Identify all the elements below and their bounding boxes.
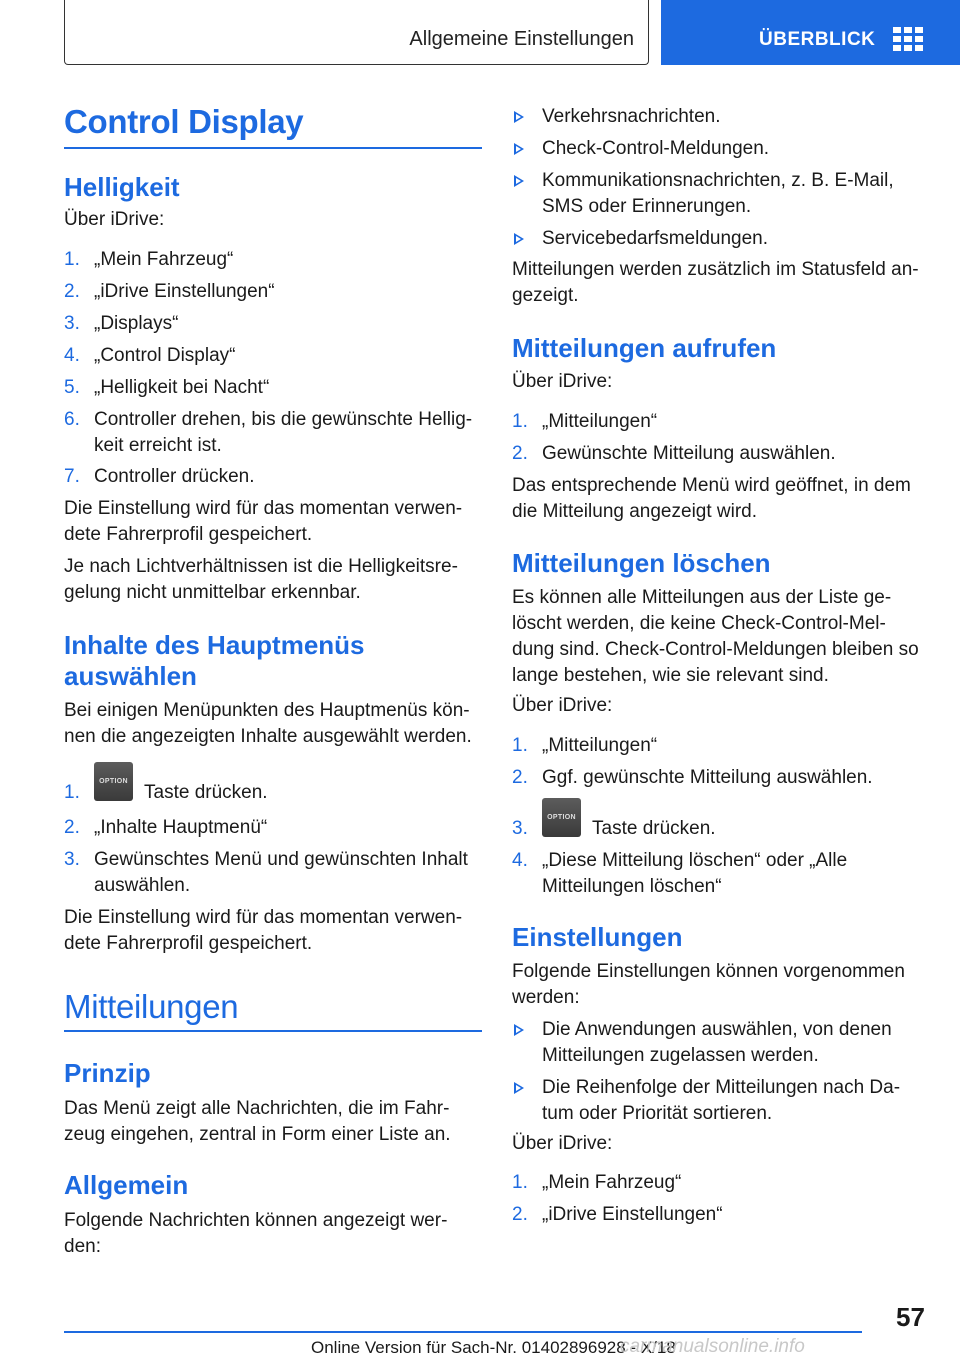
step-text: Gewünschte Mitteilung auswählen. xyxy=(542,443,836,464)
step-number: 3. xyxy=(64,849,80,870)
header-section-tab xyxy=(64,0,649,65)
step-text: „Mein Fahrzeug“ xyxy=(94,249,234,270)
paragraph-loeschen: lange bestehen, wie sie relevant sind. xyxy=(512,665,829,686)
bullet-triangle-icon xyxy=(514,1082,524,1094)
paragraph-menue: Bei einigen Menüpunkten des Hauptmenüs kön- xyxy=(64,700,470,721)
step-text: „iDrive Einstellungen“ xyxy=(542,1204,723,1225)
bullet-text: Die Anwendungen auswählen, von denen xyxy=(542,1019,892,1040)
paragraph-menue: nen die angezeigten Inhalte ausgewählt werden. xyxy=(64,726,472,747)
heading-rule xyxy=(64,1030,482,1032)
overview-label: ÜBERBLICK xyxy=(759,29,876,50)
step-text: „iDrive Einstellungen“ xyxy=(94,281,275,302)
page-number: 57 xyxy=(896,1302,925,1332)
heading-inhalte: auswählen xyxy=(64,661,197,691)
step-number: 6. xyxy=(64,409,80,430)
heading-rule xyxy=(64,147,482,149)
paragraph-ueber-idrive: Über iDrive: xyxy=(512,1133,613,1154)
step-text: Controller drücken. xyxy=(94,466,255,487)
step-text: „Mitteilungen“ xyxy=(542,735,658,756)
step-number: 4. xyxy=(64,345,80,366)
step-text: auswählen. xyxy=(94,875,191,896)
heading-aufrufen: Mitteilungen aufrufen xyxy=(512,333,777,363)
overview-button[interactable] xyxy=(661,0,960,65)
heading-einstellungen: Einstellungen xyxy=(512,922,683,952)
bullet-triangle-icon xyxy=(514,111,524,123)
bullet-text: Check-Control-Meldungen. xyxy=(542,138,770,159)
step-number: 2. xyxy=(512,767,528,788)
heading-inhalte: Inhalte des Hauptmenüs xyxy=(64,630,365,660)
step-number: 2. xyxy=(512,1204,528,1225)
heading-control-display: Control Display xyxy=(64,103,304,140)
paragraph-statusfeld: Mitteilungen werden zusätzlich im Statusfeld an- xyxy=(512,259,919,280)
step-text: Gewünschtes Menü und gewünschten Inhalt xyxy=(94,849,468,870)
heading-allgemein: Allgemein xyxy=(64,1170,189,1200)
step-number: 4. xyxy=(512,850,528,871)
paragraph-loeschen: löscht werden, die keine Check-Control-Mel- xyxy=(512,613,886,634)
bullet-triangle-icon xyxy=(514,1024,524,1036)
bullet-text: Die Reihenfolge der Mitteilungen nach Da- xyxy=(542,1077,901,1098)
option-button-icon: OPTION xyxy=(94,762,133,801)
step-text: „Displays“ xyxy=(94,313,179,334)
paragraph-einstellung: Die Einstellung wird für das momentan verwen- xyxy=(64,498,463,519)
bullet-text: tum oder Priorität sortieren. xyxy=(542,1103,773,1124)
step-number: 5. xyxy=(64,377,80,398)
paragraph-einstellungen: werden: xyxy=(512,987,580,1008)
paragraph-licht: Je nach Lichtverhältnissen ist die Helligkeitsre- xyxy=(64,556,458,577)
step-number: 1. xyxy=(512,1172,528,1193)
step-text: „Helligkeit bei Nacht“ xyxy=(94,377,270,398)
paragraph-allgemein: den: xyxy=(64,1236,101,1257)
heading-loeschen: Mitteilungen löschen xyxy=(512,548,771,578)
heading-mitteilungen: Mitteilungen xyxy=(64,988,239,1025)
heading-helligkeit: Helligkeit xyxy=(64,172,180,202)
paragraph-licht: gelung nicht unmittelbar erkennbar. xyxy=(64,582,361,603)
step-number: 3. xyxy=(512,818,528,839)
watermark: carmanualsonline.info xyxy=(620,1336,805,1357)
step-number: 1. xyxy=(64,782,80,803)
paragraph-loeschen: dung sind. Check-Control-Meldungen bleiben so xyxy=(512,639,919,660)
paragraph-einstellung: Die Einstellung wird für das momentan verwen- xyxy=(64,907,463,928)
step-number: 1. xyxy=(512,411,528,432)
step-text: Taste drücken. xyxy=(144,782,268,803)
paragraph-allgemein: Folgende Nachrichten können angezeigt wer- xyxy=(64,1210,448,1231)
step-number: 1. xyxy=(512,735,528,756)
paragraph-prinzip: Das Menü zeigt alle Nachrichten, die im Fahr- xyxy=(64,1098,450,1119)
step-number: 2. xyxy=(512,443,528,464)
paragraph-geoeffnet: die Mitteilung angezeigt wird. xyxy=(512,501,758,522)
grid-icon xyxy=(893,27,923,53)
step-text: „Mein Fahrzeug“ xyxy=(542,1172,682,1193)
step-text: Mitteilungen löschen“ xyxy=(542,876,722,897)
bullet-text: Servicebedarfsmeldungen. xyxy=(542,228,769,249)
bullet-text: Mitteilungen zugelassen werden. xyxy=(542,1045,819,1066)
footer-online-version: Online Version für Sach-Nr. 01402896928 - X/18 xyxy=(311,1338,676,1357)
heading-prinzip: Prinzip xyxy=(64,1058,151,1088)
step-text: „Mitteilungen“ xyxy=(542,411,658,432)
paragraph-ueber-idrive: Über iDrive: xyxy=(64,209,165,230)
bullet-triangle-icon xyxy=(514,233,524,245)
step-text: Controller drehen, bis die gewünschte Hellig- xyxy=(94,409,473,430)
header-section-title: Allgemeine Einstellungen xyxy=(409,28,634,50)
step-text: Taste drücken. xyxy=(592,818,716,839)
bullet-triangle-icon xyxy=(514,175,524,187)
paragraph-ueber-idrive: Über iDrive: xyxy=(512,695,613,716)
option-button-icon: OPTION xyxy=(542,798,581,837)
step-number: 2. xyxy=(64,281,80,302)
step-text: keit erreicht ist. xyxy=(94,435,222,456)
paragraph-ueber-idrive: Über iDrive: xyxy=(512,371,613,392)
step-text: „Diese Mitteilung löschen“ oder „Alle xyxy=(542,850,848,871)
step-number: 2. xyxy=(64,817,80,838)
paragraph-statusfeld: gezeigt. xyxy=(512,285,579,306)
step-number: 7. xyxy=(64,466,80,487)
paragraph-prinzip: zeug eingehen, zentral in Form einer Liste an. xyxy=(64,1124,451,1145)
paragraph-einstellungen: Folgende Einstellungen können vorgenommen xyxy=(512,961,905,982)
paragraph-loeschen: Es können alle Mitteilungen aus der Liste ge- xyxy=(512,587,892,608)
bullet-text: Verkehrsnachrichten. xyxy=(542,106,721,127)
footer-rule xyxy=(64,1331,862,1333)
step-text: „Control Display“ xyxy=(94,345,236,366)
paragraph-geoeffnet: Das entsprechende Menü wird geöffnet, in dem xyxy=(512,475,911,496)
paragraph-einstellung: dete Fahrerprofil gespeichert. xyxy=(64,524,313,545)
paragraph-einstellung: dete Fahrerprofil gespeichert. xyxy=(64,933,313,954)
bullet-text: SMS oder Erinnerungen. xyxy=(542,196,752,217)
step-text: „Inhalte Hauptmenü“ xyxy=(94,817,268,838)
step-text: Ggf. gewünschte Mitteilung auswählen. xyxy=(542,767,873,788)
step-number: 3. xyxy=(64,313,80,334)
step-number: 1. xyxy=(64,249,80,270)
bullet-text: Kommunikationsnachrichten, z. B. E-Mail, xyxy=(542,170,894,191)
bullet-triangle-icon xyxy=(514,143,524,155)
